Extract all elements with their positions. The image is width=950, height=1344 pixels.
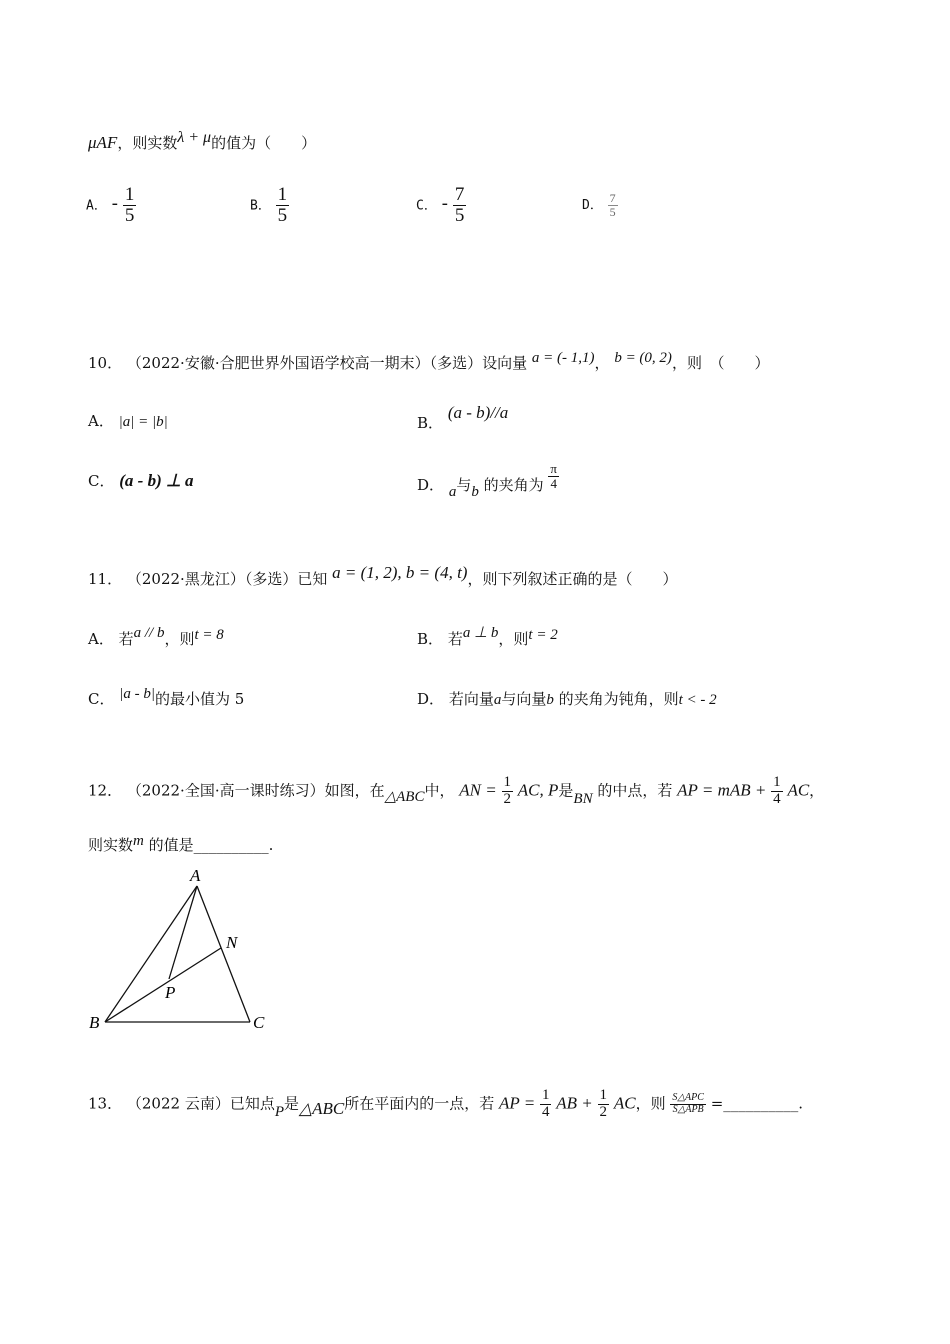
- segment-bn: [105, 948, 221, 1022]
- label-b: B: [89, 1013, 100, 1032]
- segment-ab: [105, 886, 197, 1022]
- q9-option-d[interactable]: D． $\frac{7}{5}$: [582, 191, 616, 219]
- q11-option-b[interactable]: B． 若a ⊥ b，则t = 2: [417, 625, 558, 648]
- segment-ac: [197, 886, 250, 1022]
- q13-stem: 13． （2022 云南）已知点P是△ABC所在平面内的一点，若 AP = $\frac{1}{4}$ AB + $\frac{1}{2}$ AC，则 $\frac{\text{S△APC}}{\text{S△APB}}$ =__________.: [88, 1087, 804, 1121]
- q9-option-a[interactable]: A． - $\frac{1}{5}$: [86, 184, 135, 226]
- q10-stem: 10． （2022·安徽·合肥世界外国语学校高一期末）（多选）设向量 a = (- 1,1)， b = (0, 2)，则 （ ）: [88, 350, 770, 372]
- label-p: P: [165, 983, 176, 1002]
- q10-option-a[interactable]: A． |a| = |b|: [88, 412, 168, 430]
- q12-stem: 12． （2022·全国·高一课时练习）如图，在△ABC中， AN = $\frac{1}{2}$ AC, P是BN 的中点，若 AP = mAB + $\frac{1}{4}$ AC，: [88, 774, 825, 808]
- q10-option-c[interactable]: C． (a - b) ⊥ a: [88, 471, 194, 490]
- label-a: A: [190, 866, 201, 885]
- segment-ap: [169, 886, 197, 979]
- q9-expr: λ + μ: [177, 129, 212, 146]
- q9-option-b[interactable]: B． $\frac{1}{5}$: [250, 184, 288, 226]
- fraction: $\frac{1}{2}$: [599, 1087, 608, 1120]
- fraction: $\frac{7}{5}$: [454, 184, 465, 226]
- label-c: C: [253, 1013, 265, 1032]
- q11-option-d[interactable]: D． 若向量a与向量b 的夹角为钝角，则t < - 2: [417, 690, 717, 708]
- fraction: $\frac{1}{4}$: [541, 1087, 550, 1120]
- q9-lead: μAF: [88, 133, 118, 152]
- area-ratio: $\frac{\text{S△APC}}{\text{S△APB}}$: [672, 1092, 704, 1115]
- q12-line2: 则实数m 的值是__________.: [88, 833, 274, 854]
- fraction: $\frac{1}{5}$: [124, 184, 135, 226]
- q11-option-a[interactable]: A． 若a // b，则t = 8: [88, 625, 224, 648]
- q10-option-b[interactable]: B． (a - b)//a: [417, 403, 509, 432]
- q9-stem: μAF，则实数λ + μ的值为（ ）: [88, 129, 317, 152]
- fraction: $\frac{1}{5}$: [277, 184, 288, 226]
- vector-a: a = (- 1,1): [531, 350, 595, 366]
- q9-option-c[interactable]: C． - $\frac{7}{5}$: [416, 184, 465, 226]
- q11-option-c[interactable]: C． |a - b|的最小值为 5: [88, 686, 245, 708]
- fraction: $\frac{1}{2}$: [503, 774, 512, 807]
- q12-triangle-figure: [85, 862, 275, 1037]
- q11-stem: 11． （2022·黑龙江）（多选）已知 a = (1, 2), b = (4, t)，则下列叙述正确的是（ ）: [88, 563, 678, 588]
- q10-option-d[interactable]: D． a与b 的夹角为 $\frac{\pi}{4}$: [417, 461, 557, 501]
- vector-b: b = (0, 2): [614, 350, 672, 366]
- label-n: N: [226, 933, 238, 952]
- fraction: $\frac{\pi}{4}$: [550, 461, 557, 491]
- vectors: a = (1, 2), b = (4, t): [332, 563, 468, 582]
- fraction: $\frac{1}{4}$: [773, 774, 781, 807]
- fraction: $\frac{7}{5}$: [609, 191, 616, 219]
